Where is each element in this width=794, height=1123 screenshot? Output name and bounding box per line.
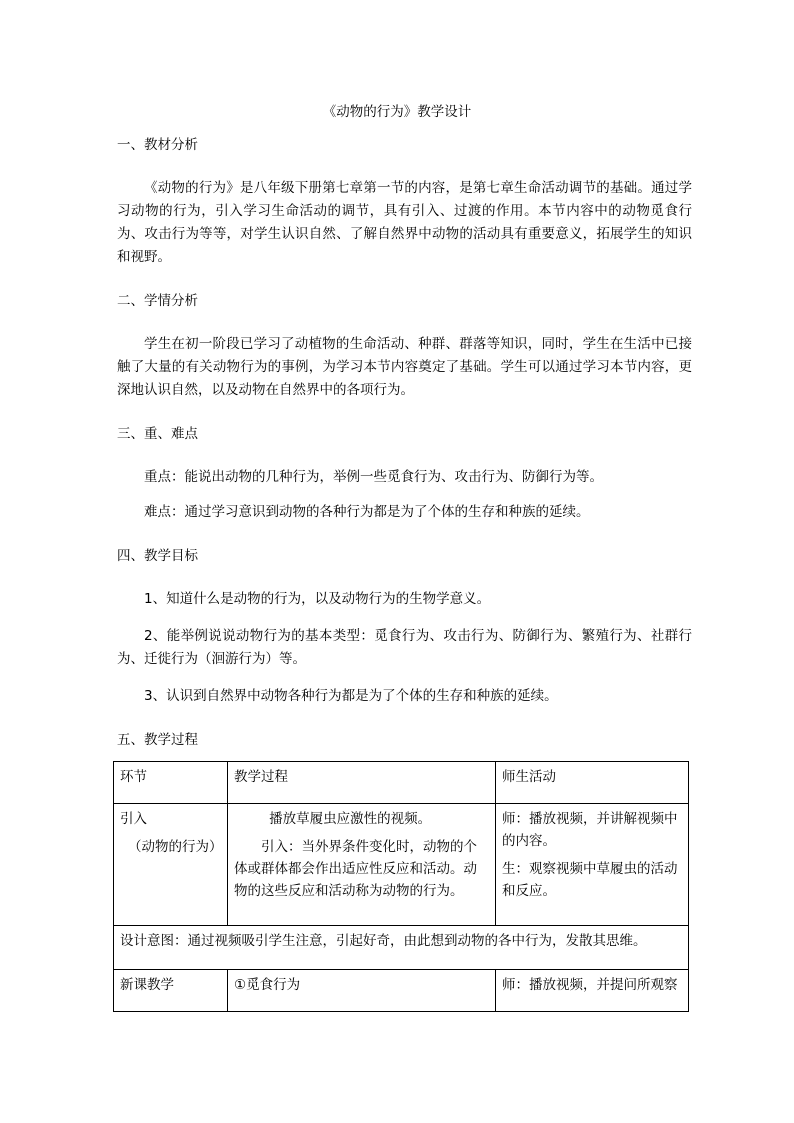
objective-item: 3、认识到自然界中动物各种行为都是为了个体的生存和种族的延续。 xyxy=(144,688,558,704)
key-point-paragraph: 重点：能说出动物的几种行为，举例一些觅食行为、攻击行为、防御行为等。 xyxy=(144,469,603,485)
stage-sublabel: （动物的行为） xyxy=(128,839,223,855)
stage-cell xyxy=(114,804,228,926)
section-heading: 四、教学目标 xyxy=(117,548,198,564)
process-text: 引入：当外界条件变化时，动物的个体或群体都会作出适应性反应和活动。动物的这些反应和活动称为动物的行为。 xyxy=(234,839,477,899)
objective-item: 1、知道什么是动物的行为，以及动物行为的生物学意义。 xyxy=(144,591,491,607)
section-heading: 二、学情分析 xyxy=(117,293,198,309)
section-process xyxy=(117,727,692,753)
table-header-cell: 师生活动 xyxy=(496,762,689,804)
objective-item: 2、能举例说说动物行为的基本类型：觅食行为、攻击行为、防御行为、繁殖行为、社群行为、迁徙行为（洄游行为）等。 xyxy=(117,628,692,667)
section-key-points xyxy=(117,421,692,524)
activity-text: 生：观察视频中草履虫的活动和反应。 xyxy=(502,861,678,899)
table-row xyxy=(114,804,689,926)
teaching-process-table xyxy=(113,761,689,1012)
table-header-cell: 教学过程 xyxy=(228,762,496,804)
section-heading: 一、教材分析 xyxy=(117,137,198,153)
difficult-point-paragraph: 难点：通过学习意识到动物的各种行为都是为了个体的生存和种族的延续。 xyxy=(144,504,590,520)
activity-cell: 师：播放视频，并提问所观察 xyxy=(496,970,689,1012)
process-cell xyxy=(228,804,496,926)
section-student-analysis xyxy=(117,288,692,402)
stage-cell: 新课教学 xyxy=(114,970,228,1012)
table-header-cell: 环节 xyxy=(114,762,228,804)
stage-label: 引入 xyxy=(120,811,147,827)
design-intent-cell: 设计意图：通过视频吸引学生注意，引起好奇，由此想到动物的各中行为，发散其思维。 xyxy=(114,926,689,970)
section-textbook-analysis xyxy=(117,132,692,269)
activity-cell xyxy=(496,804,689,926)
section-paragraph: 《动物的行为》是八年级下册第七章第一节的内容，是第七章生命活动调节的基础。通过学习动物的行为，引入学习生命活动的调节，具有引入、过渡的作用。本节内容中的动物觅食行为、攻击行为等等，对学生认识自然、了解自然界中动物的活动具有重要意义，拓展学生的知识和视野。 xyxy=(117,180,692,265)
section-paragraph: 学生在初一阶段已学习了动植物的生命活动、种群、群落等知识，同时，学生在生活中已接触了大量的有关动物行为的事例，为学习本节内容奠定了基础。学生可以通过学习本节内容，更深地认识自然，以及动物在自然界中的各项行为。 xyxy=(117,336,692,398)
document-body xyxy=(117,132,692,772)
activity-text: 师：播放视频，并讲解视频中的内容。 xyxy=(502,811,678,849)
table-row xyxy=(114,970,689,1012)
process-text: 播放草履虫应激性的视频。 xyxy=(269,811,432,827)
section-heading: 三、重、难点 xyxy=(117,426,198,442)
section-objectives xyxy=(117,543,692,708)
document-title: 《动物的行为》教学设计 xyxy=(322,104,472,120)
section-heading: 五、教学过程 xyxy=(117,732,198,748)
table-header-row xyxy=(114,762,689,804)
table-row xyxy=(114,926,689,970)
process-cell: ①觅食行为 xyxy=(228,970,496,1012)
